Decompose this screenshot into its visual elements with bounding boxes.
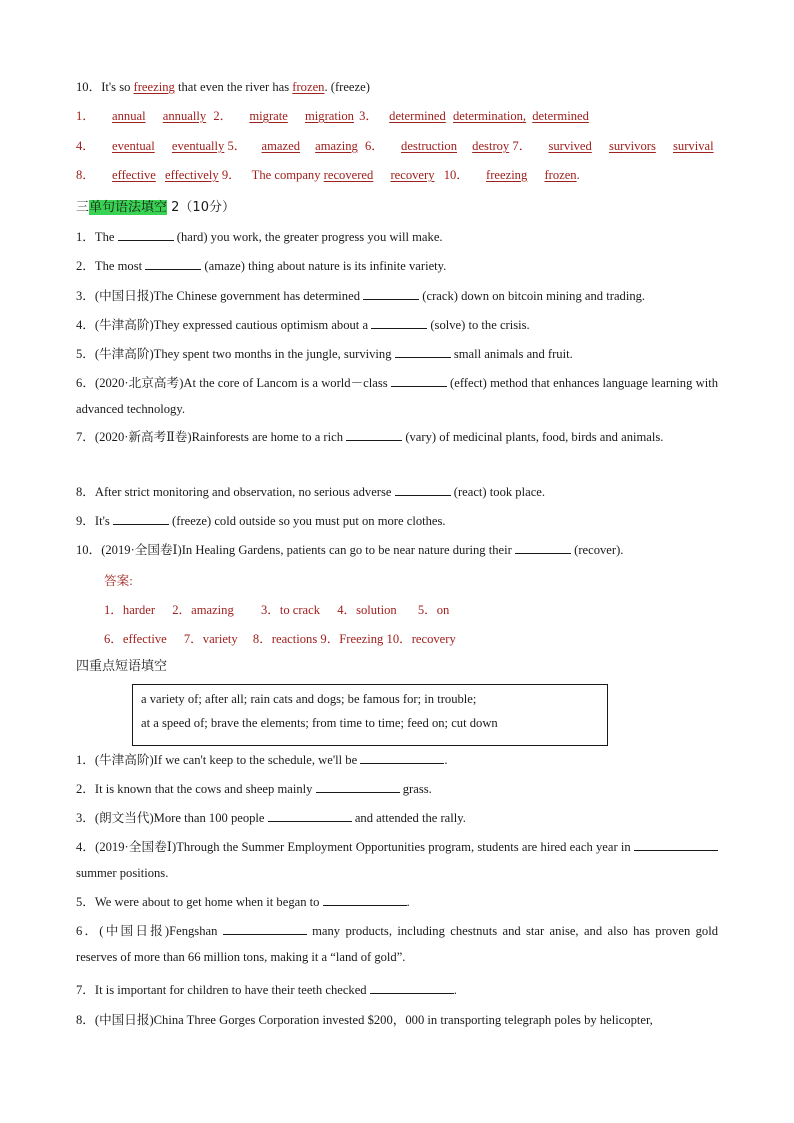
answer-label: 答案: bbox=[104, 574, 133, 588]
answers-row-1: 1．harder 2．amazing 3．to crack 4．solution 5．on bbox=[104, 603, 450, 617]
phrase-box bbox=[132, 684, 608, 746]
answer-blank bbox=[323, 893, 407, 906]
s4-item-1: 1．(牛津高阶)If we can't keep to the schedule, we'll be . bbox=[76, 753, 448, 767]
highlighted-title: 单句语法填空 bbox=[89, 200, 168, 215]
s3-item-10: 10．(2019·全国卷Ⅰ)In Healing Gardens, patients can go to be near nature during their (recover). bbox=[76, 543, 624, 557]
s3-item-8: 8．After strict monitoring and observation, no serious adverse (react) took place. bbox=[76, 485, 546, 499]
prev-answers-row-3: 8． effective effectively 9． The company recovered recovery 10． freezing frozen. bbox=[76, 168, 580, 182]
answer-blank bbox=[391, 374, 447, 387]
s3-item-6: 6．(2020·北京高考)At the core of Lancom is a world－class (effect) method that enhances language learning with advanced technology. bbox=[76, 376, 718, 416]
s4-item-4: 4．(2019·全国卷Ⅰ)Through the Summer Employment Opportunities program, students are hired each year in summer positions. bbox=[76, 834, 718, 886]
s4-item-5: 5．We were about to get home when it began to . bbox=[76, 895, 410, 909]
s3-item-4: 4．(牛津高阶)They expressed cautious optimism about a (solve) to the crisis. bbox=[76, 318, 530, 332]
answer-blank bbox=[360, 751, 444, 764]
prev-answers-row-2: 4． eventual eventually 5． amazed amazing 6． destruction destroy 7． survived survivors survival bbox=[76, 139, 714, 153]
s4-item-3: 3．(朗文当代)More than 100 people and attended the rally. bbox=[76, 811, 466, 825]
answer-blank bbox=[113, 512, 169, 525]
answers-row-2: 6．effective 7．variety 8．reactions 9．Freezing 10．recovery bbox=[104, 632, 456, 646]
answer-blank bbox=[634, 838, 718, 851]
answer-blank bbox=[268, 809, 352, 822]
answer-blank bbox=[346, 428, 402, 441]
answer-blank bbox=[371, 316, 427, 329]
s3-item-7: 7．(2020·新高考Ⅱ卷)Rainforests are home to a rich (vary) of medicinal plants, food, birds and animals. bbox=[76, 430, 664, 444]
section-3-heading: 三单句语法填空 2（10分） bbox=[76, 200, 235, 215]
answer-blank bbox=[363, 287, 419, 300]
prev-q10: 10．It's so freezing that even the river has frozen. (freeze) bbox=[76, 80, 370, 94]
answer-blank bbox=[370, 981, 454, 994]
answer-blank bbox=[223, 922, 307, 935]
s3-item-9: 9．It's (freeze) cold outside so you must put on more clothes. bbox=[76, 514, 446, 528]
s3-item-5: 5．(牛津高阶)They spent two months in the jungle, surviving small animals and fruit. bbox=[76, 347, 573, 361]
answer-blank bbox=[395, 483, 451, 496]
answer-blank bbox=[316, 780, 400, 793]
phrase-box-line-1: a variety of; after all; rain cats and dogs; be famous for; in trouble; bbox=[141, 692, 477, 706]
phrase-box-line-2: at a speed of; brave the elements; from time to time; feed on; cut down bbox=[141, 716, 498, 730]
section-4-heading: 四重点短语填空 bbox=[76, 659, 168, 674]
s3-item-2: 2．The most (amaze) thing about nature is its infinite variety. bbox=[76, 259, 447, 273]
answer-blank bbox=[145, 257, 201, 270]
s4-item-2: 2．It is known that the cows and sheep mainly grass. bbox=[76, 782, 432, 796]
s4-item-7: 7．It is important for children to have their teeth checked . bbox=[76, 983, 457, 997]
s3-item-3: 3．(中国日报)The Chinese government has determined (crack) down on bitcoin mining and trading. bbox=[76, 289, 646, 303]
answer-blank bbox=[118, 228, 174, 241]
answer-blank bbox=[515, 541, 571, 554]
s3-item-1: 1．The (hard) you work, the greater progress you will make. bbox=[76, 230, 443, 244]
s4-item-6: 6．(中国日报)Fengshan many products, including chestnuts and star anise, and also has proven gold reserves of more than 66 million tons, making it a “land of gold”. bbox=[76, 924, 718, 964]
s4-item-8: 8．(中国日报)China Three Gorges Corporation invested $200，000 in transporting telegraph poles by helicopter, bbox=[76, 1013, 653, 1027]
prev-answers-row-1: 1． annual annually 2． migrate migration 3． determined determination, determined bbox=[76, 109, 589, 123]
answer-blank bbox=[395, 345, 451, 358]
